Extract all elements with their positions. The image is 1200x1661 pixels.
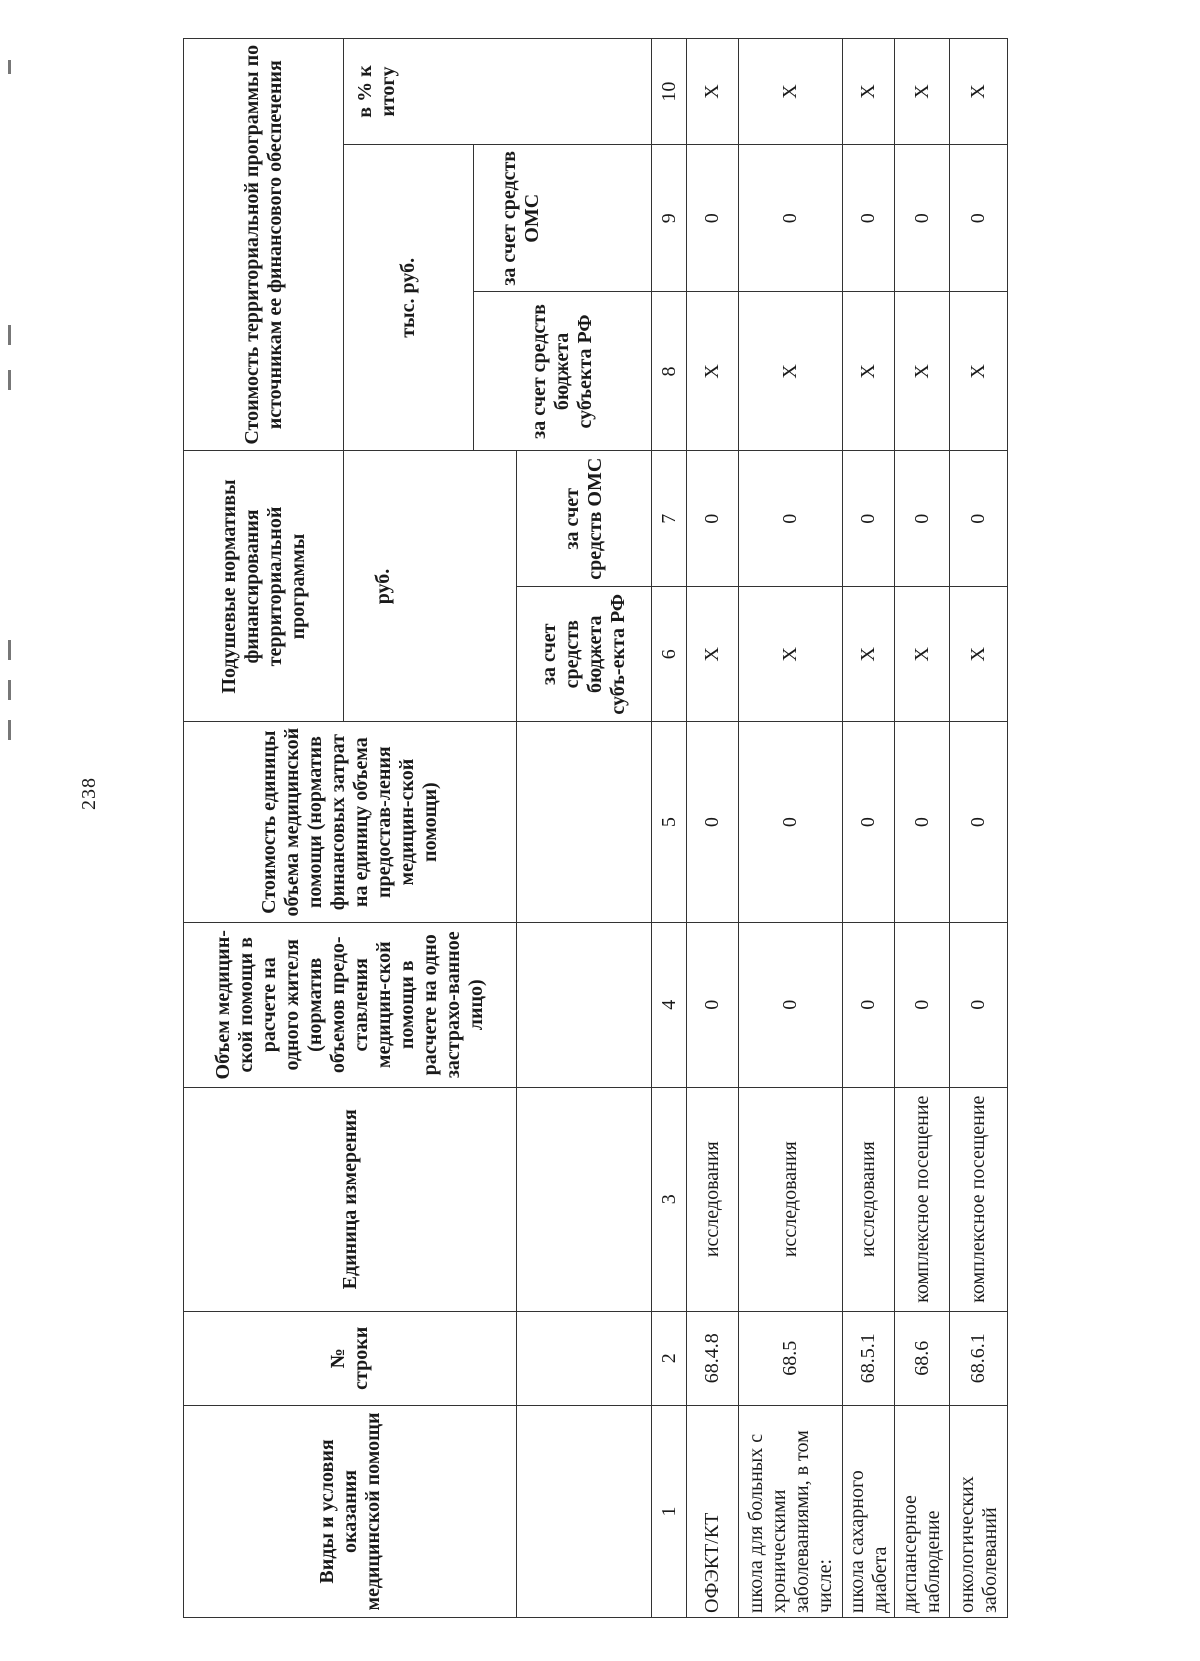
row-c6: X bbox=[843, 586, 895, 722]
row-c9: 0 bbox=[843, 145, 895, 292]
header-oms-rub: за счет средств ОМС bbox=[517, 451, 652, 587]
column-number: 9 bbox=[652, 145, 687, 292]
row-unit: исследования bbox=[739, 1087, 843, 1311]
header-unit: Единица измерения bbox=[184, 1087, 517, 1311]
column-number: 6 bbox=[652, 586, 687, 722]
row-c7: 0 bbox=[895, 451, 950, 587]
row-unit: комплексное посещение bbox=[950, 1087, 1008, 1311]
scan-mark bbox=[8, 370, 11, 390]
column-number: 7 bbox=[652, 451, 687, 587]
column-number-row bbox=[652, 39, 687, 1618]
row-c8: X bbox=[843, 292, 895, 451]
column-number: 3 bbox=[652, 1087, 687, 1311]
row-c10: X bbox=[843, 39, 895, 145]
header-oms-thousand: за счет средств ОМС bbox=[474, 145, 652, 292]
row-c10: X bbox=[739, 39, 843, 145]
scan-mark bbox=[8, 60, 11, 74]
table-row bbox=[687, 39, 739, 1618]
table-row bbox=[895, 39, 950, 1618]
column-number: 4 bbox=[652, 922, 687, 1087]
header-volume: Объем медицин-ской помощи в расчете на одного жителя (норматив объемов предо-ставления медицин-ской помощи в расчете на одно застрахо-ванное лицо) bbox=[184, 922, 517, 1087]
row-unit: исследования bbox=[843, 1087, 895, 1311]
data-table bbox=[183, 38, 1008, 1618]
scan-mark bbox=[8, 325, 11, 345]
row-line: 68.4.8 bbox=[687, 1311, 739, 1405]
row-unit: исследования bbox=[687, 1087, 739, 1311]
row-c5: 0 bbox=[843, 722, 895, 922]
row-c6: X bbox=[950, 586, 1008, 722]
row-c7: 0 bbox=[950, 451, 1008, 587]
row-c10: X bbox=[950, 39, 1008, 145]
header-unit-cost: Стоимость единицы объема медицинской помощи (норматив финансовых затрат на единицу объема предостав-ления медицин-ской помощи) bbox=[184, 722, 517, 922]
row-name: школа для больных с хроническими заболеваниями, в том числе: bbox=[739, 1405, 843, 1617]
row-c4: 0 bbox=[843, 922, 895, 1087]
header-row bbox=[184, 39, 344, 1618]
row-c10: X bbox=[687, 39, 739, 145]
row-c9: 0 bbox=[687, 145, 739, 292]
row-c8: X bbox=[950, 292, 1008, 451]
header-budget-rub: за счет средств бюджета субъ-екта РФ bbox=[517, 586, 652, 722]
row-c4: 0 bbox=[950, 922, 1008, 1087]
row-c8: X bbox=[739, 292, 843, 451]
header-per-capita-group: Подушевые нормативы финансирования территориальной программы bbox=[184, 451, 344, 722]
column-number: 5 bbox=[652, 722, 687, 922]
row-c8: X bbox=[895, 292, 950, 451]
row-c5: 0 bbox=[687, 722, 739, 922]
row-c6: X bbox=[687, 586, 739, 722]
column-number: 2 bbox=[652, 1311, 687, 1405]
header-line-number: № строки bbox=[184, 1311, 517, 1405]
header-unit-thousand-rub: тыс. руб. bbox=[344, 145, 474, 451]
table-row bbox=[843, 39, 895, 1618]
scan-mark bbox=[8, 720, 11, 740]
row-line: 68.6 bbox=[895, 1311, 950, 1405]
table-row bbox=[950, 39, 1008, 1618]
row-c5: 0 bbox=[895, 722, 950, 922]
row-c8: X bbox=[687, 292, 739, 451]
column-number: 10 bbox=[652, 39, 687, 145]
row-line: 68.5.1 bbox=[843, 1311, 895, 1405]
header-cost-group: Стоимость территориальной программы по источникам ее финансового обеспечения bbox=[184, 39, 344, 451]
row-line: 68.5 bbox=[739, 1311, 843, 1405]
row-c7: 0 bbox=[843, 451, 895, 587]
column-number: 1 bbox=[652, 1405, 687, 1617]
table-row bbox=[739, 39, 843, 1618]
row-c6: X bbox=[895, 586, 950, 722]
header-unit-rub: руб. bbox=[344, 451, 517, 722]
row-c9: 0 bbox=[950, 145, 1008, 292]
row-c9: 0 bbox=[739, 145, 843, 292]
column-number: 8 bbox=[652, 292, 687, 451]
scan-mark bbox=[8, 680, 11, 700]
header-budget-thousand: за счет средств бюджета субъекта РФ bbox=[474, 292, 652, 451]
header-percent: в % к итогу bbox=[344, 39, 652, 145]
row-name: ОФЭКТ/КТ bbox=[687, 1405, 739, 1617]
row-c9: 0 bbox=[895, 145, 950, 292]
row-unit: комплексное посещение bbox=[895, 1087, 950, 1311]
row-name: школа сахарного диабета bbox=[843, 1405, 895, 1617]
row-c4: 0 bbox=[687, 922, 739, 1087]
row-c4: 0 bbox=[739, 922, 843, 1087]
row-c7: 0 bbox=[687, 451, 739, 587]
row-c7: 0 bbox=[739, 451, 843, 587]
page-number: 238 bbox=[78, 777, 100, 810]
row-c5: 0 bbox=[950, 722, 1008, 922]
row-c5: 0 bbox=[739, 722, 843, 922]
row-name: диспансерное наблюдение bbox=[895, 1405, 950, 1617]
row-c10: X bbox=[895, 39, 950, 145]
header-type: Виды и условия оказания медицинской помощи bbox=[184, 1405, 517, 1617]
row-c6: X bbox=[739, 586, 843, 722]
row-line: 68.6.1 bbox=[950, 1311, 1008, 1405]
row-c4: 0 bbox=[895, 922, 950, 1087]
row-name: онкологических заболеваний bbox=[950, 1405, 1008, 1617]
rotated-table-container bbox=[183, 38, 1008, 1618]
scan-mark bbox=[8, 640, 11, 660]
